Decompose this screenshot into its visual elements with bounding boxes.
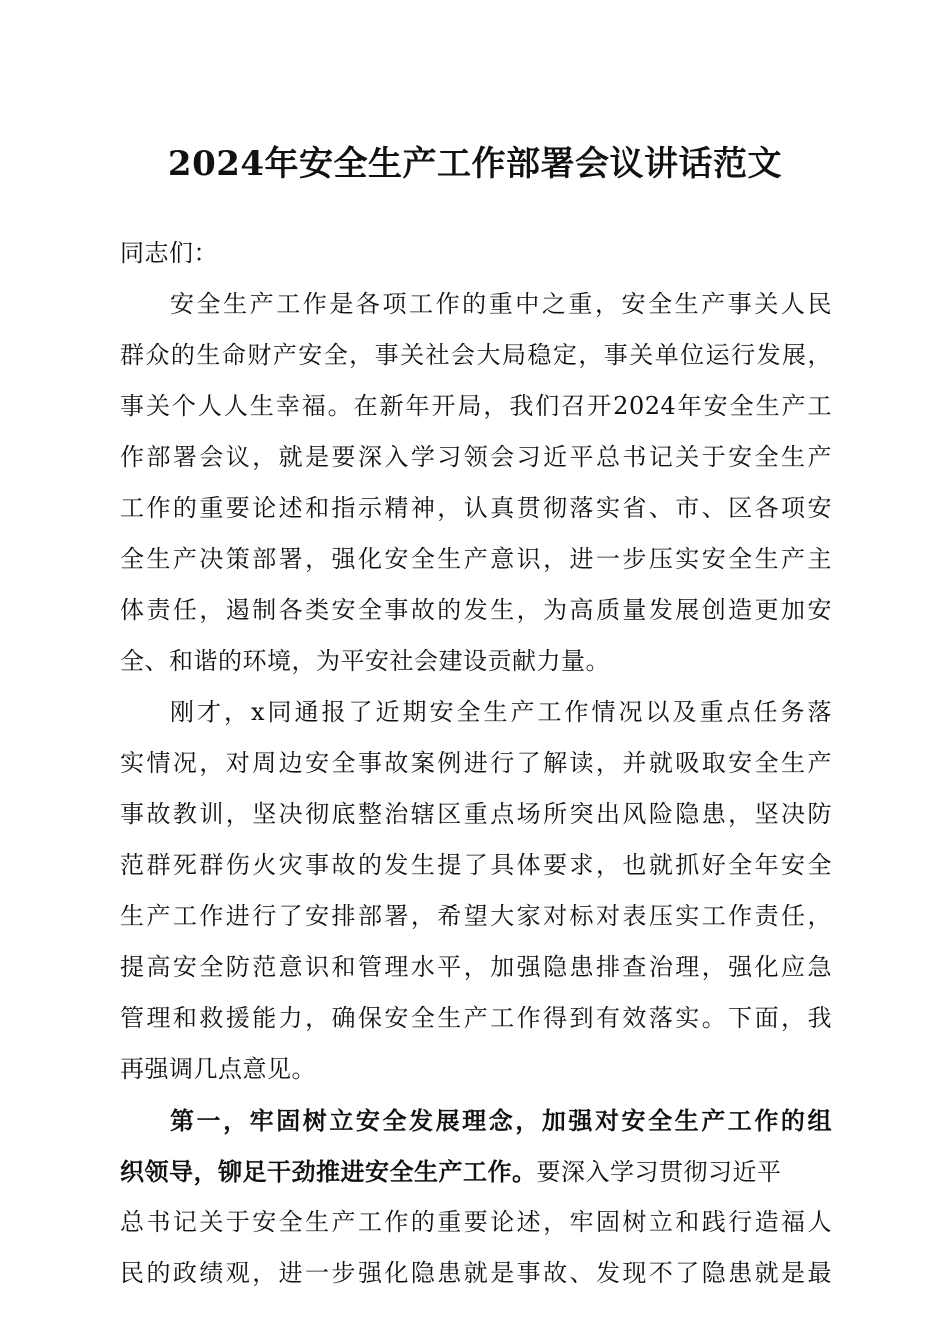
paragraph-1-line: 全生产决策部署，强化安全生产意识，进一步压实安全生产主 [120,545,832,573]
paragraph-3-heading-tail: 织领导，铆足干劲推进安全生产工作。 [120,1157,537,1186]
paragraph-3-line: 民的政绩观，进一步强化隐患就是事故、发现不了隐患就是最 [120,1259,832,1287]
paragraph-1-line: 事关个人人生幸福。在新年开局，我们召开2024年安全生产工 [120,392,832,420]
paragraph-2-line: 管理和救援能力，确保安全生产工作得到有效落实。下面，我 [120,1004,832,1032]
salutation: 同志们： [120,239,218,267]
paragraph-1-line: 体责任，遏制各类安全事故的发生，为高质量发展创造更加安 [120,596,832,624]
paragraph-3-heading-line: 第一，牢固树立安全发展理念，加强对安全生产工作的组 [170,1106,832,1135]
paragraph-1-line: 安全生产工作是各项工作的重中之重，安全生产事关人民 [170,290,832,318]
paragraph-2-line: 事故教训，坚决彻底整治辖区重点场所突出风险隐患，坚决防 [120,800,832,828]
paragraph-2-line: 生产工作进行了安排部署，希望大家对标对表压实工作责任， [120,902,832,930]
paragraph-2-line: 提高安全防范意识和管理水平，加强隐患排查治理，强化应急 [120,953,832,981]
paragraph-1-line: 全、和谐的环境，为平安社会建设贡献力量。 [120,647,610,675]
paragraph-3-line: 总书记关于安全生产工作的重要论述，牢固树立和践行造福人 [120,1208,832,1236]
paragraph-3-mixed-line [120,1146,832,1197]
paragraph-3-body-start: 要深入学习贯彻习近平 [536,1158,782,1186]
document-title: 2024年安全生产工作部署会议讲话范文 [167,144,783,184]
paragraph-2-line: 实情况，对周边安全事故案例进行了解读，并就吸取安全生产 [120,749,832,777]
paragraph-2-line: 刚才，x同通报了近期安全生产工作情况以及重点任务落 [170,698,832,726]
paragraph-1-line: 工作的重要论述和指示精神，认真贯彻落实省、市、区各项安 [120,494,832,522]
paragraph-1-line: 作部署会议，就是要深入学习领会习近平总书记关于安全生产 [120,443,832,471]
document-body [120,228,832,1299]
paragraph-2-line: 再强调几点意见。 [120,1055,316,1083]
paragraph-2-line: 范群死群伤火灾事故的发生提了具体要求，也就抓好全年安全 [120,851,832,879]
paragraph-1-line: 群众的生命财产安全，事关社会大局稳定，事关单位运行发展， [120,341,832,369]
